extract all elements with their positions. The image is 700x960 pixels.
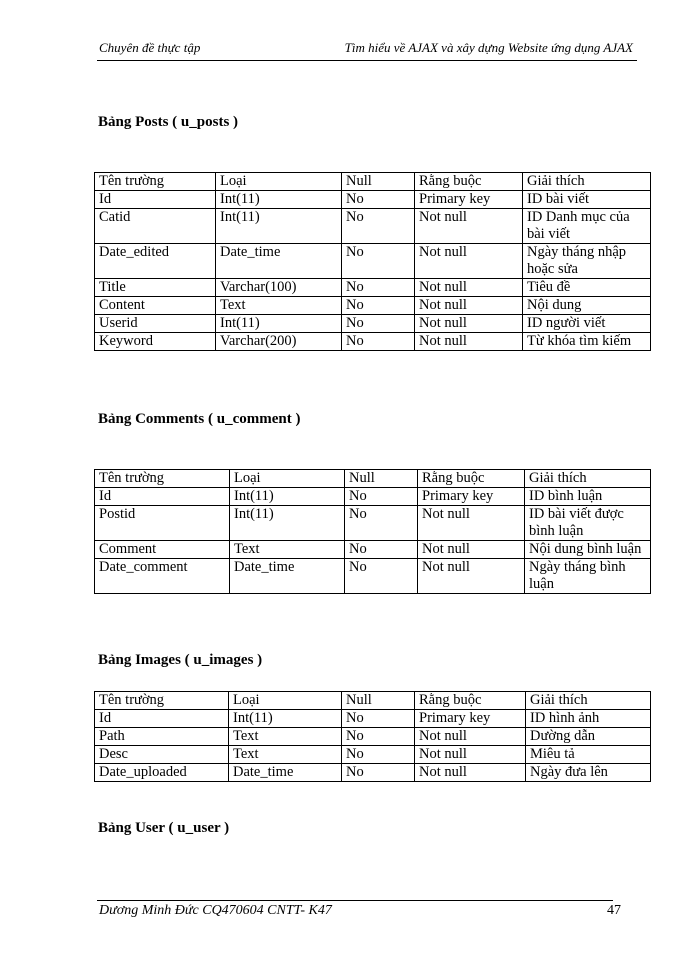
table-cell: Primary key [415, 191, 523, 209]
table-cell: Not null [415, 333, 523, 351]
table-row [95, 279, 651, 297]
column-header: Tên trường [95, 692, 229, 710]
table-row [95, 244, 651, 279]
table-cell: Text [216, 297, 342, 315]
table-cell: ID Danh mục của bài viết [523, 209, 651, 244]
table-cell: Nội dung [523, 297, 651, 315]
table-cell: Date_uploaded [95, 764, 229, 782]
table-cell: Not null [415, 746, 526, 764]
table-cell: Date_edited [95, 244, 216, 279]
table-cell: Content [95, 297, 216, 315]
table-row [95, 559, 651, 594]
page-number: 47 [607, 903, 621, 918]
user-heading: Bảng User ( u_user ) [98, 820, 230, 836]
table-cell: Id [95, 488, 230, 506]
table-cell: Not null [415, 764, 526, 782]
table-row [95, 541, 651, 559]
comments-heading: Bảng Comments ( u_comment ) [98, 411, 301, 427]
table-cell: No [342, 728, 415, 746]
table-cell: ID người viết [523, 315, 651, 333]
table-cell: Ngày tháng nhập hoặc sửa [523, 244, 651, 279]
table-cell: Primary key [418, 488, 525, 506]
posts-heading: Bảng Posts ( u_posts ) [98, 114, 239, 130]
table-cell: Primary key [415, 710, 526, 728]
table-cell: Int(11) [216, 209, 342, 244]
table-cell: ID bài viết được bình luận [525, 506, 651, 541]
table-cell: No [345, 488, 418, 506]
table-cell: No [342, 710, 415, 728]
table-row [95, 191, 651, 209]
table-cell: Int(11) [230, 488, 345, 506]
table-cell: No [345, 559, 418, 594]
table-row [95, 728, 651, 746]
table-cell: Miêu tả [526, 746, 651, 764]
table-cell: No [342, 315, 415, 333]
table-header-row [95, 173, 651, 191]
table-cell: Text [230, 541, 345, 559]
table-header-row [95, 470, 651, 488]
table-cell: Int(11) [216, 315, 342, 333]
header-right-text: Tìm hiểu về AJAX và xây dựng Website ứng dụng AJAX [344, 40, 633, 55]
table-cell: Not null [415, 244, 523, 279]
table-cell: Not null [415, 728, 526, 746]
table-cell: No [342, 191, 415, 209]
table-cell: Not null [418, 559, 525, 594]
table-cell: No [345, 541, 418, 559]
images-table [94, 691, 651, 782]
footer-author: Dương Minh Đức CQ470604 CNTT- K47 [99, 903, 332, 918]
table-cell: Date_time [230, 559, 345, 594]
column-header: Loại [230, 470, 345, 488]
table-row [95, 315, 651, 333]
table-cell: Catid [95, 209, 216, 244]
table-cell: Id [95, 191, 216, 209]
table-row [95, 333, 651, 351]
table-cell: Not null [415, 315, 523, 333]
column-header: Rằng buộc [418, 470, 525, 488]
column-header: Rằng buộc [415, 173, 523, 191]
column-header: Rằng buộc [415, 692, 526, 710]
table-cell: No [342, 297, 415, 315]
column-header: Loại [229, 692, 342, 710]
table-cell: Not null [415, 279, 523, 297]
table-row [95, 746, 651, 764]
table-cell: Not null [415, 297, 523, 315]
table-cell: Keyword [95, 333, 216, 351]
table-cell: Tiêu đề [523, 279, 651, 297]
table-cell: No [342, 764, 415, 782]
table-cell: Date_time [216, 244, 342, 279]
page-header [97, 40, 637, 61]
table-cell: Từ khóa tìm kiếm [523, 333, 651, 351]
header-left-text: Chuyên đề thực tập [99, 40, 201, 55]
footer-divider [97, 900, 613, 901]
table-cell: Not null [415, 209, 523, 244]
table-cell: Desc [95, 746, 229, 764]
column-header: Null [342, 173, 415, 191]
column-header: Tên trường [95, 470, 230, 488]
table-cell: Comment [95, 541, 230, 559]
table-cell: Dường dẫn [526, 728, 651, 746]
table-cell: No [342, 746, 415, 764]
table-cell: Date_comment [95, 559, 230, 594]
table-cell: No [342, 209, 415, 244]
column-header: Giải thích [526, 692, 651, 710]
table-header-row [95, 692, 651, 710]
table-cell: Userid [95, 315, 216, 333]
table-row [95, 506, 651, 541]
table-cell: Nội dung bình luận [525, 541, 651, 559]
table-cell: ID hình ảnh [526, 710, 651, 728]
table-cell: Id [95, 710, 229, 728]
posts-table [94, 172, 651, 351]
table-row [95, 764, 651, 782]
column-header: Giải thích [523, 173, 651, 191]
column-header: Null [345, 470, 418, 488]
column-header: Loại [216, 173, 342, 191]
table-cell: No [342, 279, 415, 297]
table-cell: Int(11) [229, 710, 342, 728]
comments-table [94, 469, 651, 594]
table-cell: Int(11) [230, 506, 345, 541]
table-cell: Date_time [229, 764, 342, 782]
table-cell: Title [95, 279, 216, 297]
table-cell: No [342, 244, 415, 279]
table-cell: Varchar(200) [216, 333, 342, 351]
table-cell: Ngày đưa lên [526, 764, 651, 782]
table-cell: Not null [418, 541, 525, 559]
table-cell: Int(11) [216, 191, 342, 209]
table-cell: ID bài viết [523, 191, 651, 209]
column-header: Null [342, 692, 415, 710]
table-row [95, 297, 651, 315]
table-cell: Text [229, 728, 342, 746]
table-row [95, 209, 651, 244]
table-row [95, 488, 651, 506]
column-header: Giải thích [525, 470, 651, 488]
table-cell: Path [95, 728, 229, 746]
table-cell: No [345, 506, 418, 541]
table-cell: Not null [418, 506, 525, 541]
table-cell: ID bình luận [525, 488, 651, 506]
table-cell: Varchar(100) [216, 279, 342, 297]
table-cell: Ngày tháng bình luận [525, 559, 651, 594]
column-header: Tên trường [95, 173, 216, 191]
table-cell: Postid [95, 506, 230, 541]
table-row [95, 710, 651, 728]
table-cell: Text [229, 746, 342, 764]
images-heading: Bảng Images ( u_images ) [98, 652, 263, 668]
table-cell: No [342, 333, 415, 351]
